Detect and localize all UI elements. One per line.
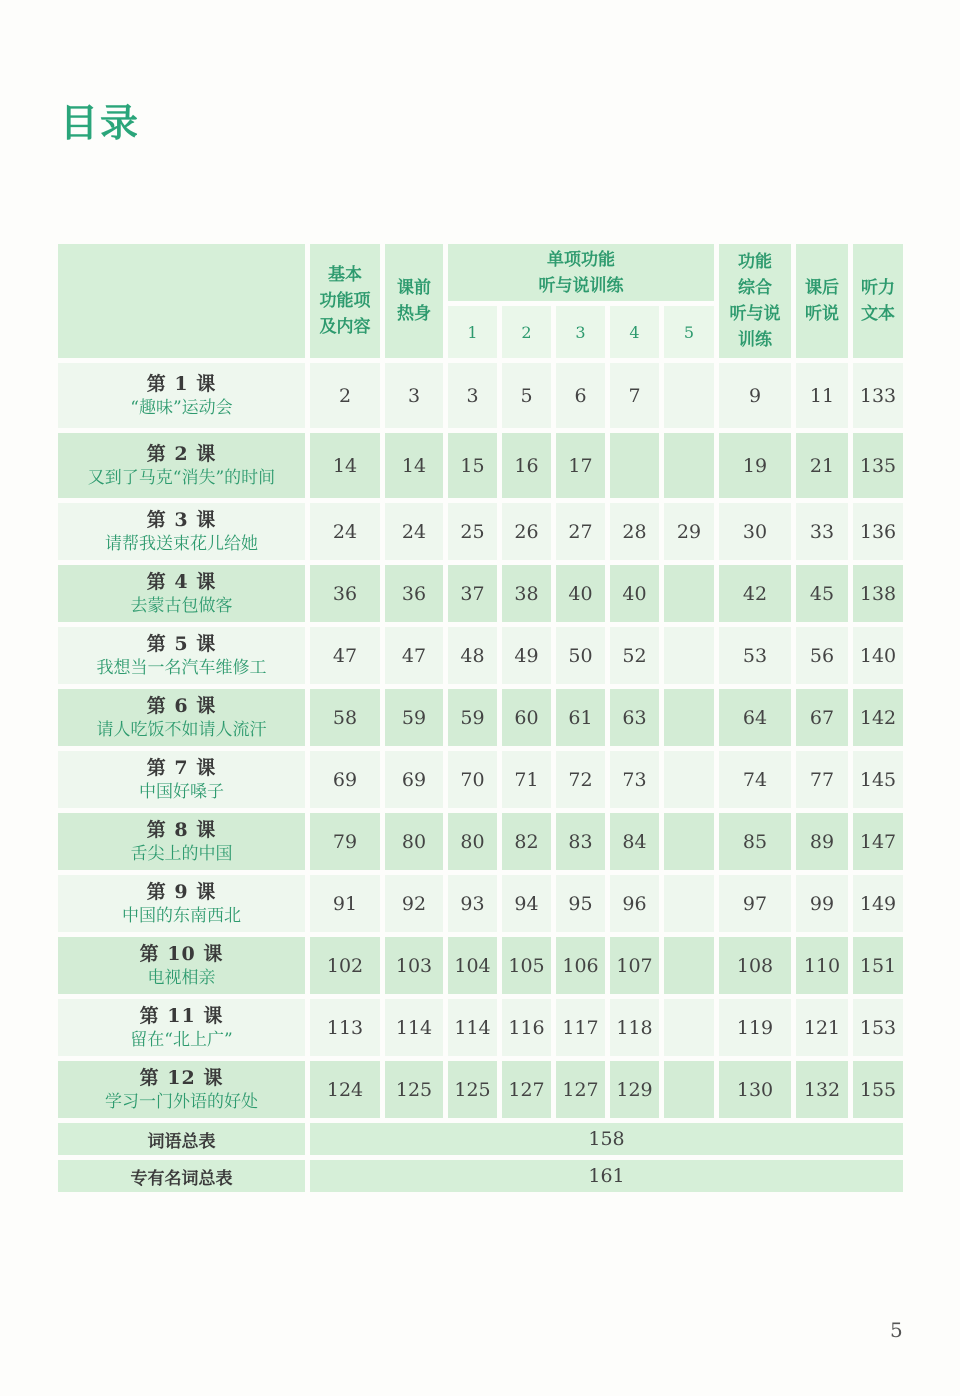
page-ref-warmup: 14 xyxy=(385,433,443,498)
page-ref-s2: 38 xyxy=(502,565,551,622)
footer-value-propernames: 161 xyxy=(310,1160,903,1192)
page-ref-text: 142 xyxy=(853,689,903,746)
page-ref-text: 145 xyxy=(853,751,903,808)
page-ref-s5 xyxy=(664,937,714,994)
page-ref-basic: 69 xyxy=(310,751,380,808)
page-ref-s1: 15 xyxy=(448,433,497,498)
page-ref-basic: 91 xyxy=(310,875,380,932)
page-ref-text: 133 xyxy=(853,363,903,428)
lesson-number: 第 6 课 xyxy=(146,694,217,717)
page-ref-s2: 5 xyxy=(502,363,551,428)
page-ref-s5 xyxy=(664,999,714,1056)
page-ref-combined: 74 xyxy=(719,751,791,808)
footer-value-vocab: 158 xyxy=(310,1123,903,1155)
header-listening: 听力 文本 xyxy=(853,244,903,358)
lesson-number: 第 2 课 xyxy=(146,442,217,465)
header-sub-3: 3 xyxy=(556,306,605,358)
page-ref-s2: 82 xyxy=(502,813,551,870)
header-sub-1: 1 xyxy=(448,306,497,358)
page-ref-basic: 2 xyxy=(310,363,380,428)
lesson-number: 第 7 课 xyxy=(146,756,217,779)
lesson-row xyxy=(58,813,903,870)
page-ref-s4: 40 xyxy=(610,565,659,622)
lesson-name: 请帮我送束花儿给她 xyxy=(105,533,258,554)
page-ref-s4: 73 xyxy=(610,751,659,808)
header-lesson-cell xyxy=(58,244,305,358)
page-ref-s3: 72 xyxy=(556,751,605,808)
page-ref-text: 155 xyxy=(853,1061,903,1118)
page-ref-after: 11 xyxy=(796,363,848,428)
page-ref-s4: 52 xyxy=(610,627,659,684)
page-ref-warmup: 3 xyxy=(385,363,443,428)
page-ref-s1: 25 xyxy=(448,503,497,560)
lesson-name: 中国的东南西北 xyxy=(122,905,241,926)
page-ref-combined: 19 xyxy=(719,433,791,498)
lesson-name: 留在“北上广” xyxy=(130,1029,233,1050)
page-ref-s4 xyxy=(610,433,659,498)
page-ref-s4: 84 xyxy=(610,813,659,870)
page-ref-combined: 30 xyxy=(719,503,791,560)
page-ref-s3: 50 xyxy=(556,627,605,684)
page-ref-combined: 119 xyxy=(719,999,791,1056)
lesson-number: 第 10 课 xyxy=(139,942,224,965)
page-ref-s4: 118 xyxy=(610,999,659,1056)
lesson-row xyxy=(58,937,903,994)
page-ref-after: 110 xyxy=(796,937,848,994)
page-ref-after: 21 xyxy=(796,433,848,498)
lesson-number: 第 5 课 xyxy=(146,632,217,655)
page-ref-s5 xyxy=(664,627,714,684)
page-ref-s1: 104 xyxy=(448,937,497,994)
page-ref-s5 xyxy=(664,433,714,498)
page-ref-combined: 130 xyxy=(719,1061,791,1118)
page-ref-s3: 27 xyxy=(556,503,605,560)
page-ref-text: 140 xyxy=(853,627,903,684)
lesson-name: 中国好嗓子 xyxy=(139,781,224,802)
page-ref-warmup: 103 xyxy=(385,937,443,994)
lesson-name: 电视相亲 xyxy=(147,967,216,988)
footer-label-vocab: 词语总表 xyxy=(58,1123,305,1155)
page-ref-s5 xyxy=(664,751,714,808)
page-ref-warmup: 114 xyxy=(385,999,443,1056)
footer-label-propernames: 专有名词总表 xyxy=(58,1160,305,1192)
page-ref-s5 xyxy=(664,813,714,870)
page-ref-s1: 114 xyxy=(448,999,497,1056)
page-ref-warmup: 47 xyxy=(385,627,443,684)
lesson-title-cell xyxy=(58,1061,305,1118)
lesson-title-cell xyxy=(58,999,305,1056)
lesson-row xyxy=(58,999,903,1056)
lesson-name: 请人吃饭不如请人流汗 xyxy=(96,719,267,740)
page-ref-s2: 71 xyxy=(502,751,551,808)
page-ref-warmup: 125 xyxy=(385,1061,443,1118)
lesson-row xyxy=(58,433,903,498)
page-ref-s2: 26 xyxy=(502,503,551,560)
page-ref-warmup: 80 xyxy=(385,813,443,870)
lesson-row xyxy=(58,689,903,746)
page-ref-text: 138 xyxy=(853,565,903,622)
header-combined: 功能 综合 听与说 训练 xyxy=(719,244,791,358)
page-ref-basic: 36 xyxy=(310,565,380,622)
page-ref-warmup: 36 xyxy=(385,565,443,622)
lesson-title-cell xyxy=(58,937,305,994)
page-ref-s4: 96 xyxy=(610,875,659,932)
page-ref-basic: 124 xyxy=(310,1061,380,1118)
lesson-row xyxy=(58,565,903,622)
lesson-name: “趣味”运动会 xyxy=(130,397,233,418)
page-ref-s4: 7 xyxy=(610,363,659,428)
lesson-number: 第 11 课 xyxy=(139,1004,224,1027)
header-single: 单项功能 听与说训练 xyxy=(448,244,714,301)
page-ref-s3: 83 xyxy=(556,813,605,870)
page-ref-s5 xyxy=(664,689,714,746)
lesson-number: 第 3 课 xyxy=(146,508,217,531)
page-ref-text: 135 xyxy=(853,433,903,498)
lesson-row xyxy=(58,503,903,560)
page-ref-s3: 95 xyxy=(556,875,605,932)
lesson-title-cell xyxy=(58,813,305,870)
lesson-name: 又到了马克“消失”的时间 xyxy=(87,467,276,488)
page-ref-text: 151 xyxy=(853,937,903,994)
header-basic: 基本 功能项 及内容 xyxy=(310,244,380,358)
page-ref-s4: 28 xyxy=(610,503,659,560)
page-ref-after: 67 xyxy=(796,689,848,746)
lesson-title-cell xyxy=(58,627,305,684)
page-ref-s2: 16 xyxy=(502,433,551,498)
page-ref-s3: 117 xyxy=(556,999,605,1056)
page-ref-s2: 94 xyxy=(502,875,551,932)
lesson-number: 第 4 课 xyxy=(146,570,217,593)
page-ref-text: 147 xyxy=(853,813,903,870)
toc-table xyxy=(53,239,908,1197)
page-ref-combined: 9 xyxy=(719,363,791,428)
page-ref-after: 99 xyxy=(796,875,848,932)
page-ref-s2: 116 xyxy=(502,999,551,1056)
lesson-number: 第 8 课 xyxy=(146,818,217,841)
page-ref-after: 132 xyxy=(796,1061,848,1118)
page-ref-basic: 113 xyxy=(310,999,380,1056)
page-ref-warmup: 69 xyxy=(385,751,443,808)
page-ref-s1: 37 xyxy=(448,565,497,622)
header-sub-5: 5 xyxy=(664,306,714,358)
page-ref-s5 xyxy=(664,363,714,428)
lesson-title-cell xyxy=(58,751,305,808)
header-after: 课后 听说 xyxy=(796,244,848,358)
header-warmup: 课前 热身 xyxy=(385,244,443,358)
page-ref-s1: 3 xyxy=(448,363,497,428)
page-ref-after: 45 xyxy=(796,565,848,622)
lesson-row xyxy=(58,751,903,808)
lesson-name: 去蒙古包做客 xyxy=(130,595,233,616)
lesson-row xyxy=(58,875,903,932)
page-number: 5 xyxy=(890,1318,903,1342)
page-ref-basic: 58 xyxy=(310,689,380,746)
lesson-name: 我想当一名汽车维修工 xyxy=(96,657,267,678)
page-ref-s5 xyxy=(664,1061,714,1118)
page-ref-s2: 127 xyxy=(502,1061,551,1118)
page-ref-s1: 80 xyxy=(448,813,497,870)
page-ref-s3: 40 xyxy=(556,565,605,622)
lesson-name: 学习一门外语的好处 xyxy=(105,1091,258,1112)
header-sub-4: 4 xyxy=(610,306,659,358)
page-ref-s2: 60 xyxy=(502,689,551,746)
header-sub-2: 2 xyxy=(502,306,551,358)
page-ref-after: 77 xyxy=(796,751,848,808)
lesson-title-cell xyxy=(58,689,305,746)
page-ref-combined: 53 xyxy=(719,627,791,684)
page-ref-s4: 63 xyxy=(610,689,659,746)
page-ref-basic: 47 xyxy=(310,627,380,684)
lesson-row xyxy=(58,363,903,428)
page-ref-s1: 70 xyxy=(448,751,497,808)
page-ref-text: 136 xyxy=(853,503,903,560)
lesson-title-cell xyxy=(58,875,305,932)
page-ref-text: 149 xyxy=(853,875,903,932)
lesson-title-cell xyxy=(58,363,305,428)
page-ref-s1: 48 xyxy=(448,627,497,684)
page-ref-combined: 64 xyxy=(719,689,791,746)
lesson-title-cell xyxy=(58,503,305,560)
page-ref-s5 xyxy=(664,565,714,622)
page-ref-warmup: 92 xyxy=(385,875,443,932)
page-ref-combined: 42 xyxy=(719,565,791,622)
page-ref-s4: 107 xyxy=(610,937,659,994)
page-ref-after: 89 xyxy=(796,813,848,870)
page-ref-s3: 6 xyxy=(556,363,605,428)
page-ref-basic: 14 xyxy=(310,433,380,498)
page-ref-warmup: 24 xyxy=(385,503,443,560)
page-ref-s2: 49 xyxy=(502,627,551,684)
page-ref-warmup: 59 xyxy=(385,689,443,746)
lesson-row xyxy=(58,627,903,684)
lesson-row xyxy=(58,1061,903,1118)
page-ref-s3: 61 xyxy=(556,689,605,746)
page-ref-s4: 129 xyxy=(610,1061,659,1118)
page-ref-text: 153 xyxy=(853,999,903,1056)
page-ref-combined: 97 xyxy=(719,875,791,932)
page-ref-s3: 106 xyxy=(556,937,605,994)
page-ref-s1: 125 xyxy=(448,1061,497,1118)
page-ref-basic: 79 xyxy=(310,813,380,870)
page-ref-s3: 127 xyxy=(556,1061,605,1118)
page-ref-s5: 29 xyxy=(664,503,714,560)
page-ref-s2: 105 xyxy=(502,937,551,994)
lesson-number: 第 9 课 xyxy=(146,880,217,903)
page-ref-s1: 93 xyxy=(448,875,497,932)
page-ref-s5 xyxy=(664,875,714,932)
page-ref-basic: 102 xyxy=(310,937,380,994)
lesson-number: 第 1 课 xyxy=(146,372,217,395)
lesson-title-cell xyxy=(58,565,305,622)
page-ref-combined: 108 xyxy=(719,937,791,994)
page-title: 目录 xyxy=(60,101,141,145)
page-ref-after: 56 xyxy=(796,627,848,684)
page-ref-after: 121 xyxy=(796,999,848,1056)
lesson-name: 舌尖上的中国 xyxy=(130,843,233,864)
page-ref-combined: 85 xyxy=(719,813,791,870)
page-ref-after: 33 xyxy=(796,503,848,560)
lesson-number: 第 12 课 xyxy=(139,1066,224,1089)
page-ref-s1: 59 xyxy=(448,689,497,746)
lesson-title-cell xyxy=(58,433,305,498)
page-ref-s3: 17 xyxy=(556,433,605,498)
page-ref-basic: 24 xyxy=(310,503,380,560)
